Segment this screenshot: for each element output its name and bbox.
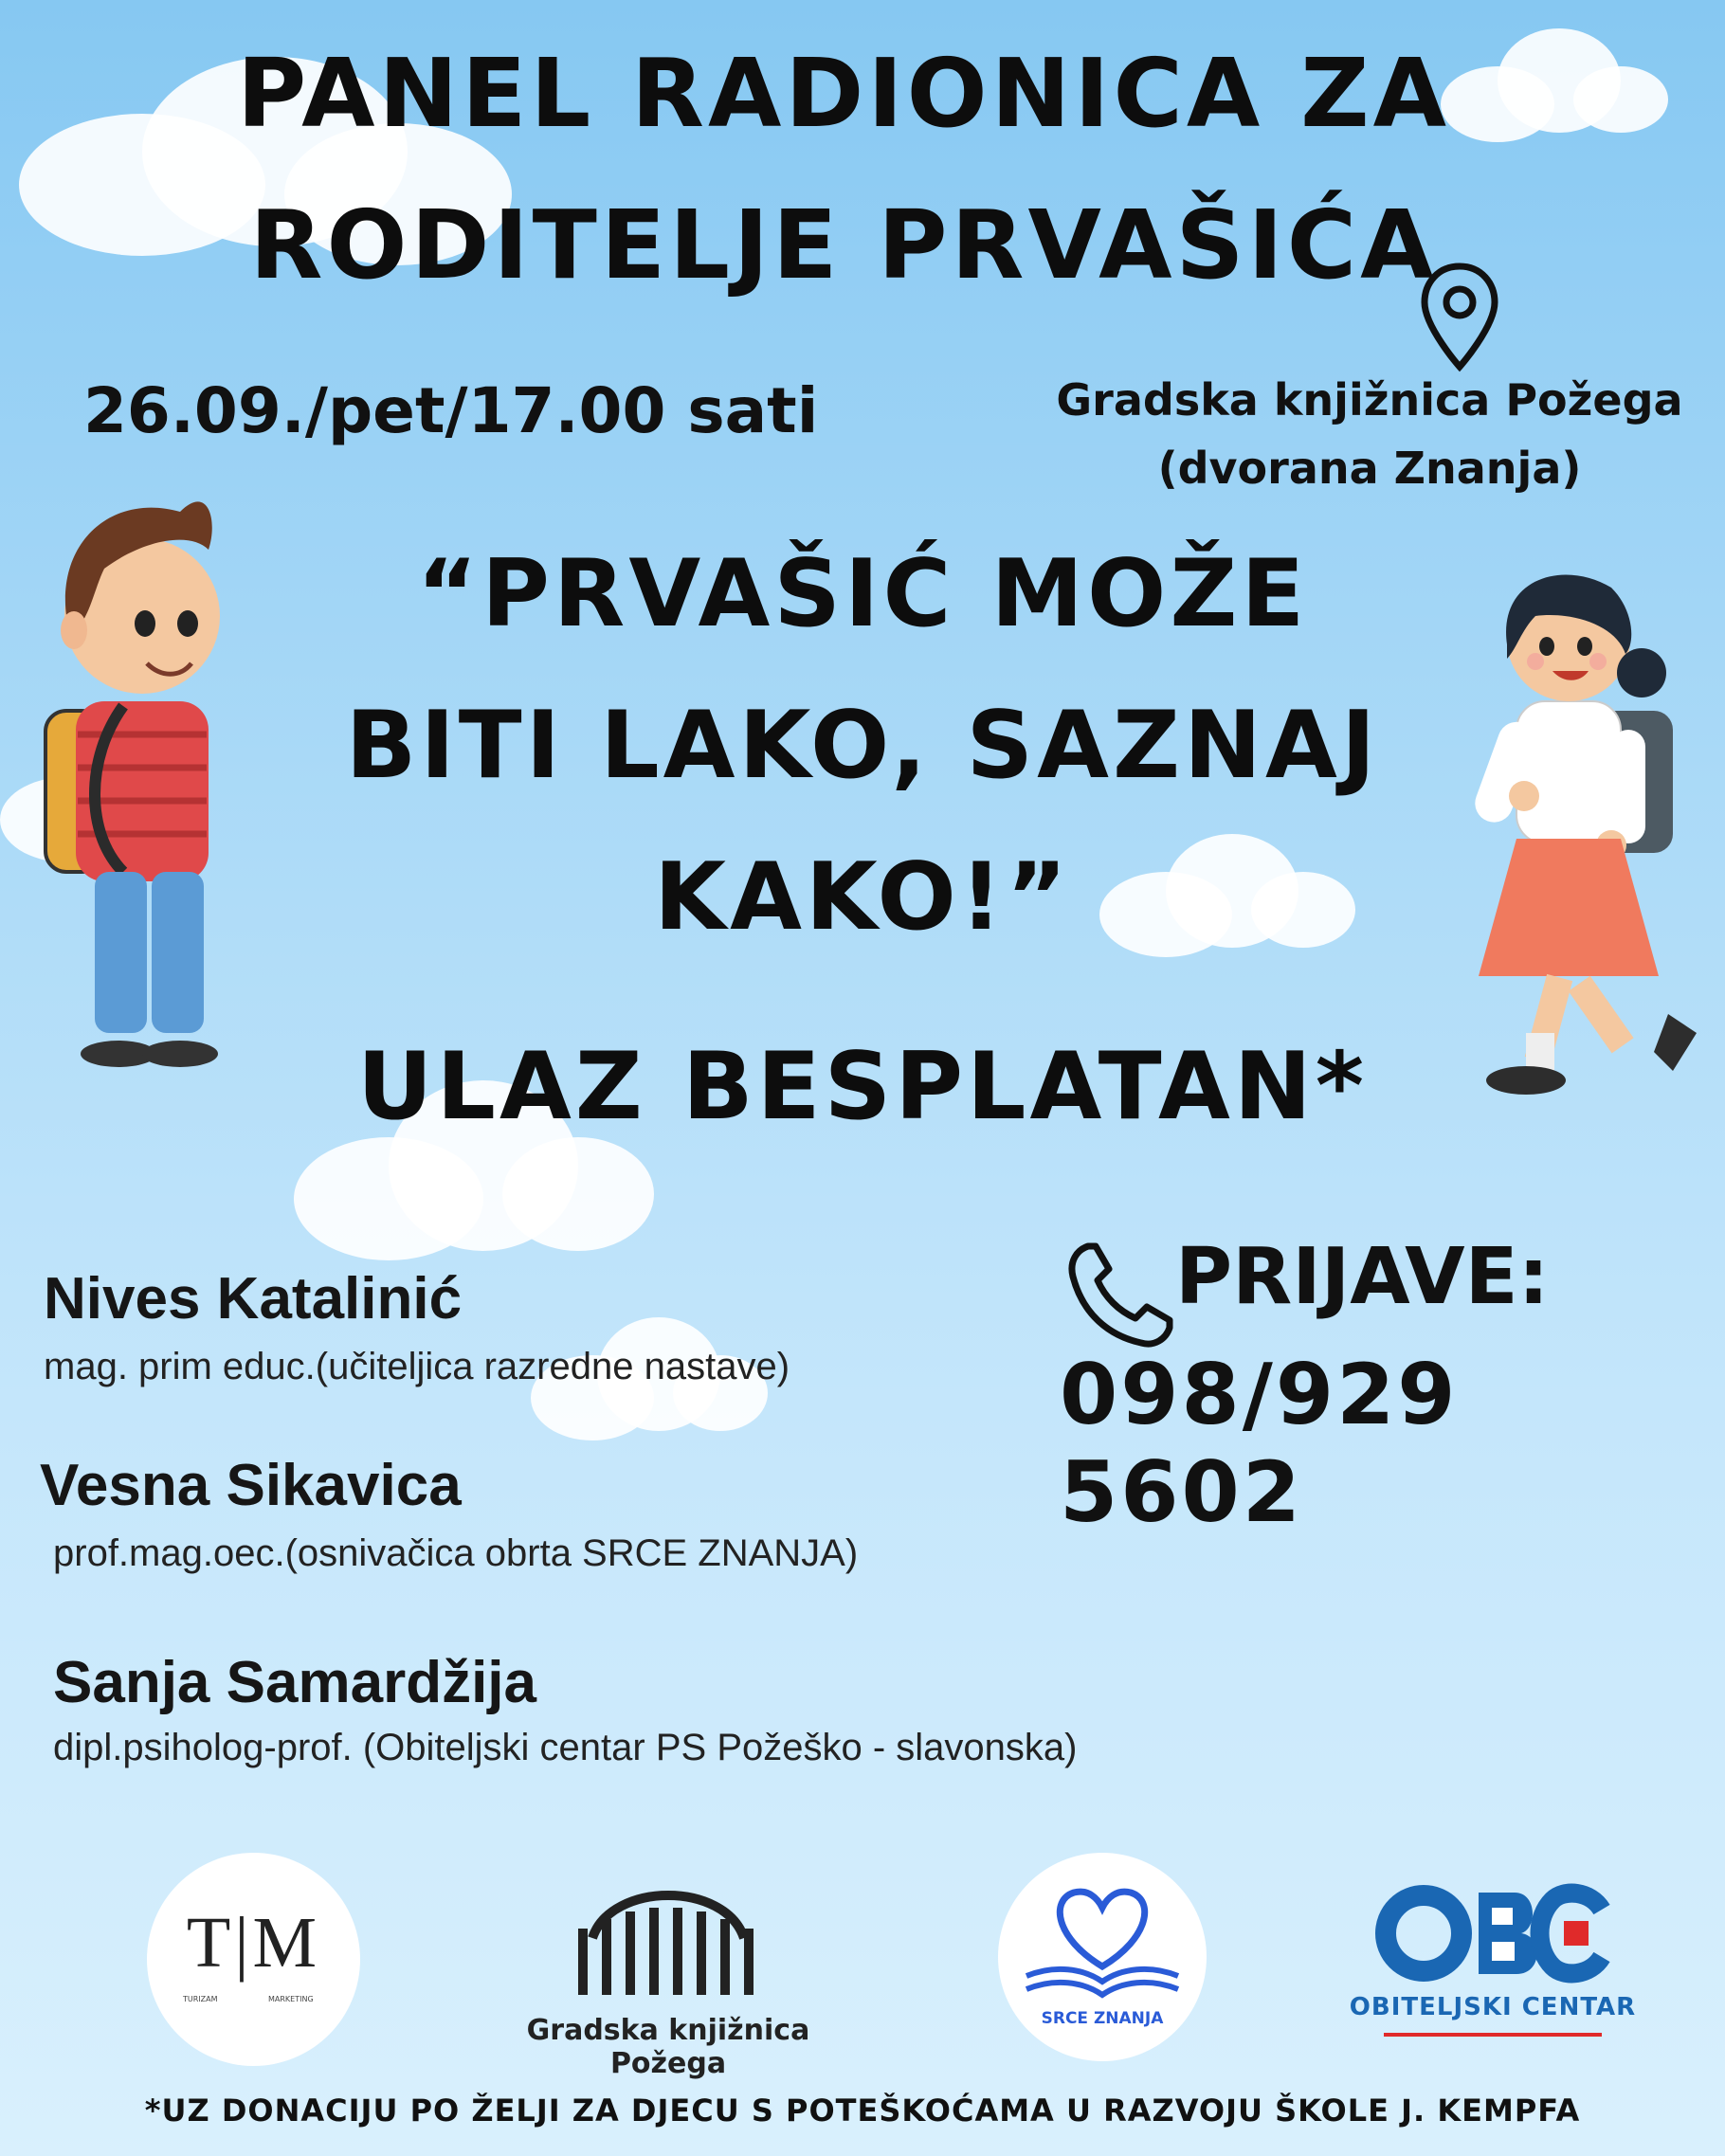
presenter-name: Sanja Samardžija [53, 1650, 537, 1715]
presenter-name: Nives Katalinić [44, 1266, 463, 1332]
library-logo-mark [469, 1872, 867, 2004]
srce-znanja-logo [998, 1853, 1207, 2061]
library-logo-text: Gradska knjižnica Požega [526, 2014, 810, 2080]
presenter-role: dipl.psiholog-prof. (Obiteljski centar PS Požeško - slavonska) [53, 1727, 1078, 1768]
tm-logo-right: MARKETING [268, 1995, 314, 2003]
obc-logo-mark [1374, 1881, 1611, 1985]
srce-znanja-text: SRCE ZNANJA [1041, 2009, 1164, 2028]
obc-logo [1336, 1881, 1649, 2042]
heart-book-icon [998, 1853, 1207, 2061]
tm-logo-left: TURIZAM [183, 1995, 218, 2003]
title-line-2: RODITELJE PRVAŠIĆA [249, 190, 1438, 300]
boy-illustration [19, 474, 237, 1080]
event-datetime: 26.09./pet/17.00 sati [83, 374, 819, 447]
tm-logo [147, 1853, 360, 2066]
registration-label: PRIJAVE: [1175, 1232, 1550, 1322]
obc-logo-text: OBITELJSKI CENTAR [1349, 1993, 1637, 2021]
location-name: Gradska knjižnica Požega [1056, 374, 1683, 426]
location-room: (dvorana Znanja) [1157, 443, 1582, 494]
tm-logo-mark: T|M [186, 1903, 321, 1983]
free-entry: ULAZ BESPLATAN* [356, 1033, 1369, 1141]
slogan-line-1: “PRVAŠIĆ MOŽE [416, 540, 1309, 648]
presenter-name: Vesna Sikavica [40, 1453, 462, 1518]
obc-logo-underline [1384, 2033, 1602, 2037]
girl-illustration [1431, 559, 1716, 1109]
library-logo [469, 1872, 867, 2080]
registration-phone: 098/929 5602 [1060, 1346, 1459, 1541]
presenter-role: prof.mag.oec.(osnivačica obrta SRCE ZNANJA) [53, 1532, 859, 1574]
map-pin-icon [1417, 261, 1502, 374]
footnote: *UZ DONACIJU PO ŽELJI ZA DJECU S POTEŠKOĆAMA U RAZVOJU ŠKOLE J. KEMPFA [144, 2093, 1581, 2129]
slogan-line-2: BITI LAKO, SAZNAJ [345, 692, 1380, 800]
presenter-role: mag. prim educ.(učiteljica razredne nastave) [44, 1346, 790, 1387]
phone-icon [1060, 1237, 1178, 1355]
slogan-line-3: KAKO!” [654, 843, 1071, 951]
title-line-1: PANEL RADIONICA ZA [236, 38, 1451, 149]
